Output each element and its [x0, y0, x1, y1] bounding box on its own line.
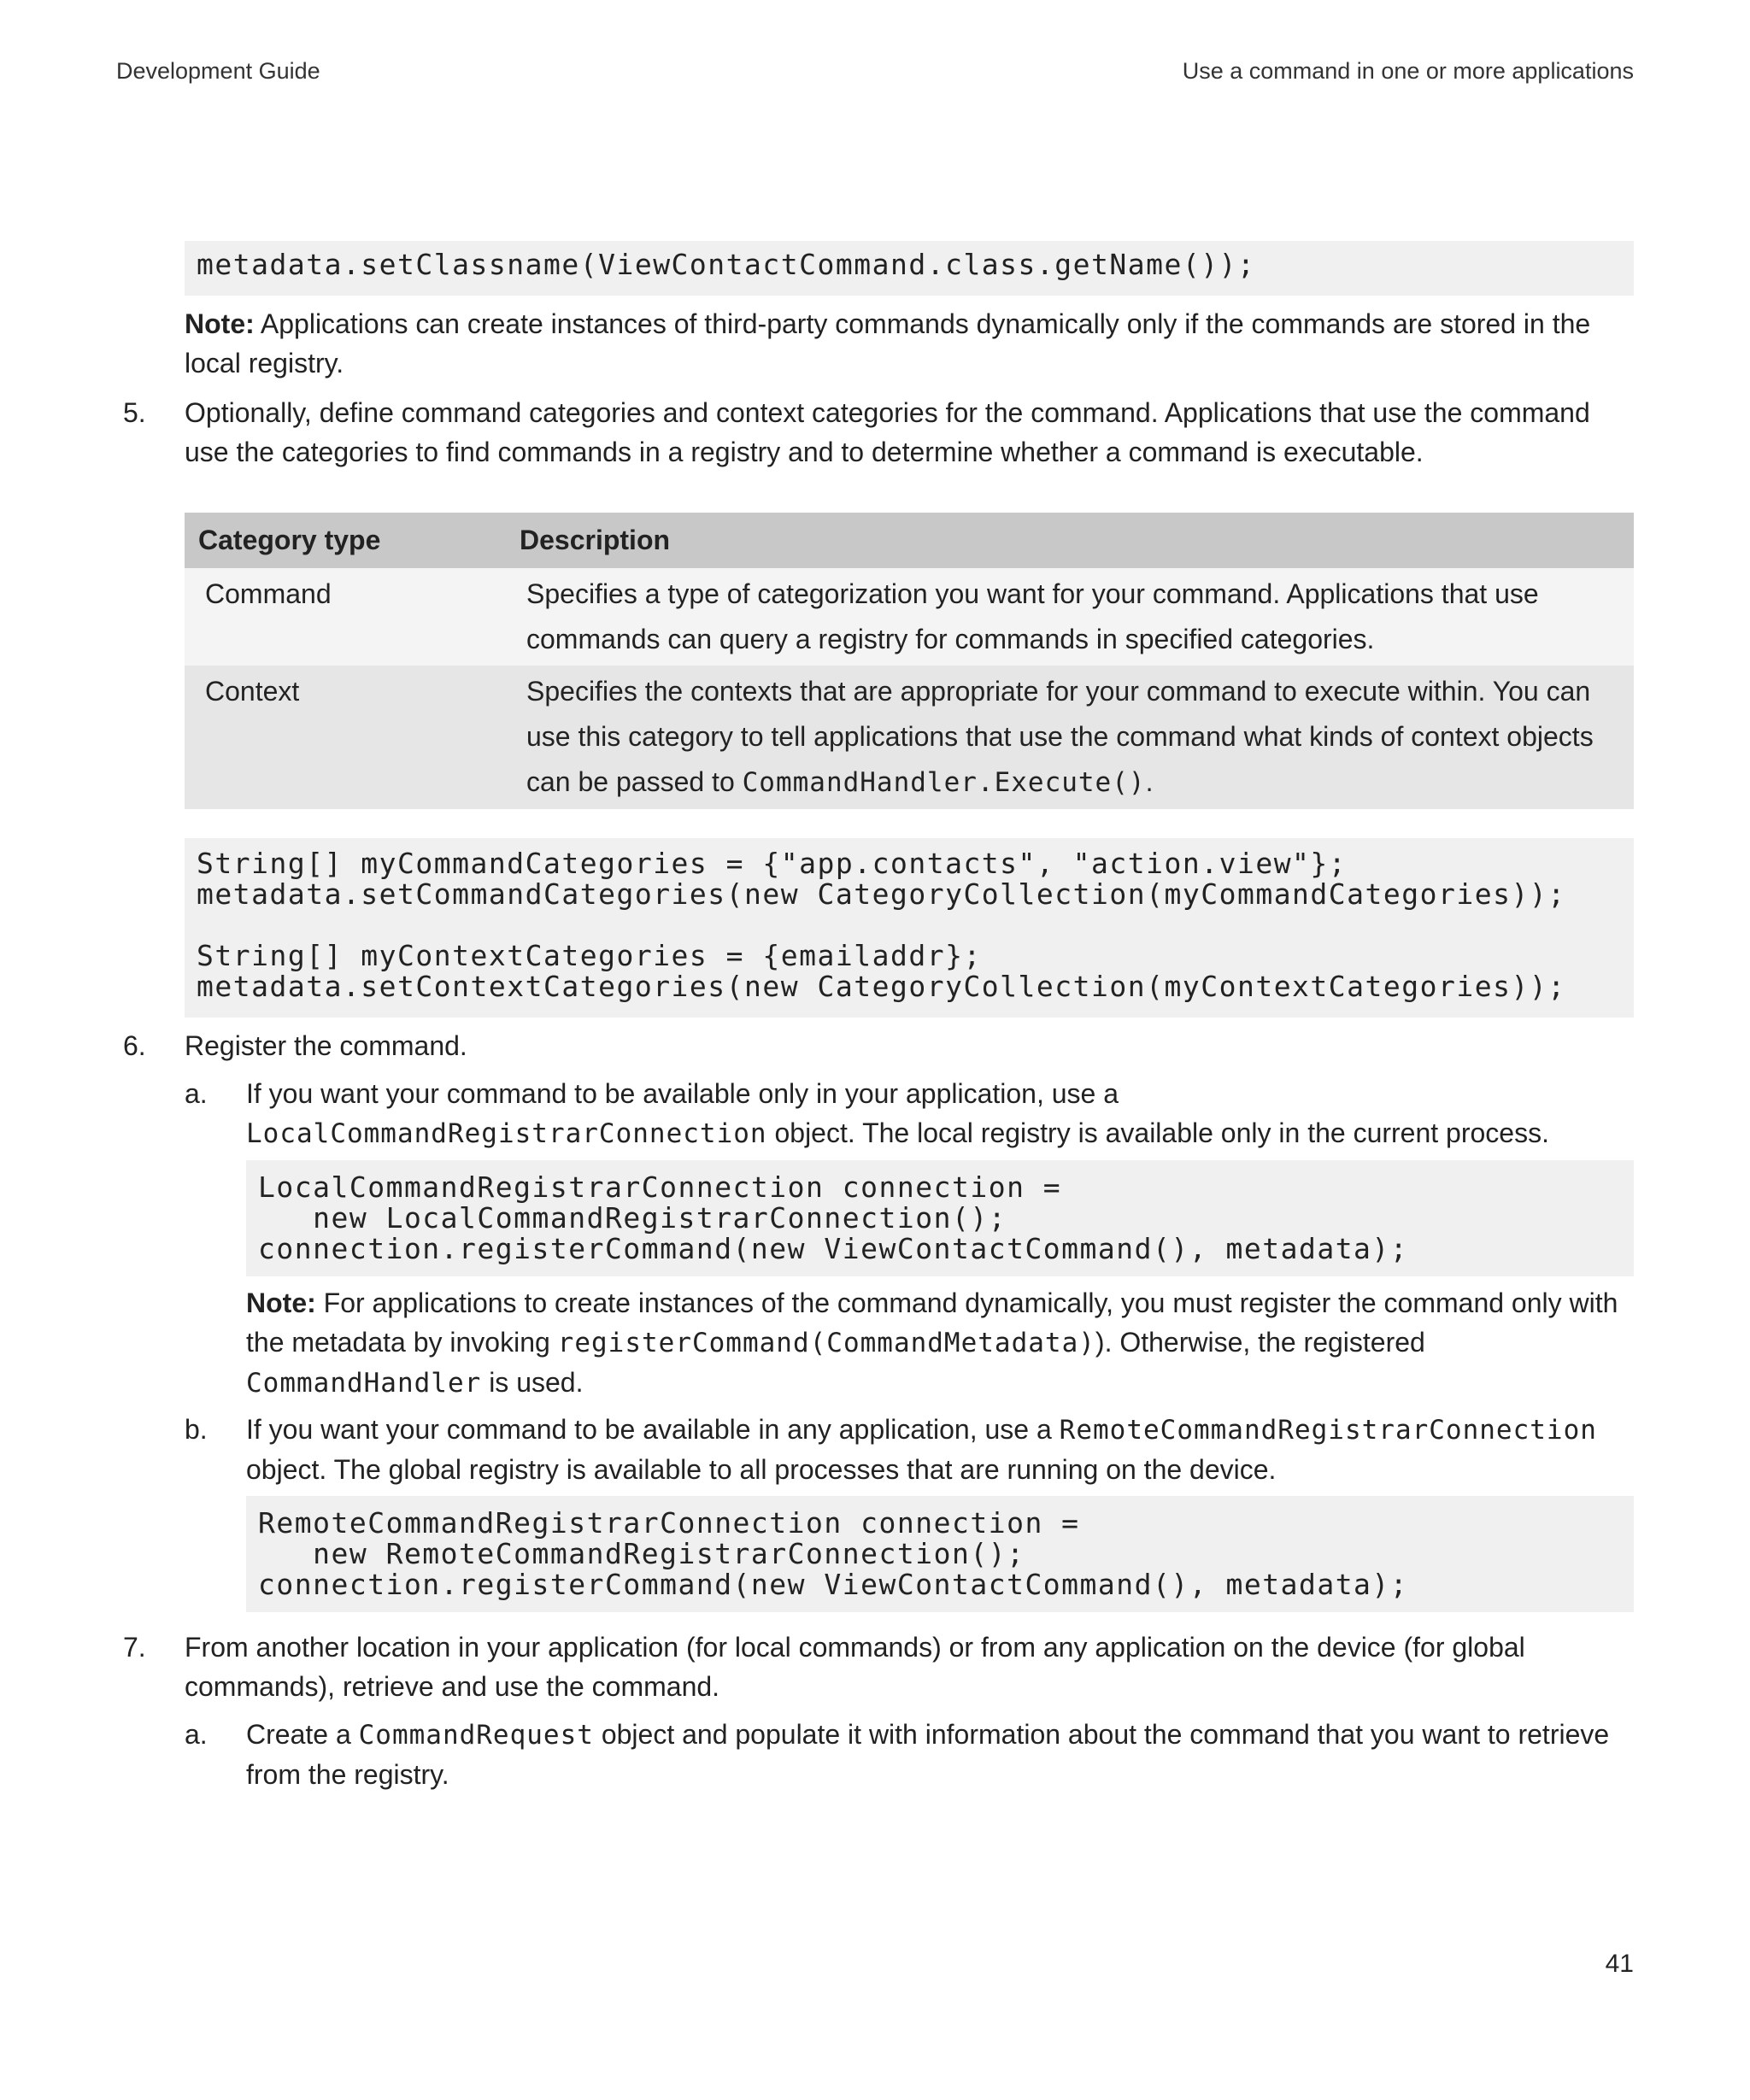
inline-code: registerCommand(CommandMetadata)	[557, 1328, 1095, 1358]
table-cell-description	[506, 666, 1634, 809]
substep-text-end: object. The local registry is available only in the current process.	[766, 1117, 1549, 1148]
step-number: 6.	[123, 1030, 146, 1061]
table-header-category-type: Category type	[185, 513, 506, 568]
inline-code: RemoteCommandRegistrarConnection	[1059, 1415, 1597, 1446]
substep-text-end: object. The global registry is available to all processes that are running on the device.	[246, 1454, 1277, 1485]
substep-text: If you want your command to be available only in your application, use a	[246, 1078, 1119, 1109]
substep-text-end: object and populate it with information about the command that you want to retrieve from the registry.	[246, 1719, 1610, 1790]
note-register-metadata	[246, 1283, 1634, 1403]
note-text: For applications to create instances of the command dynamically, you must register the command only with the metadata by invoking	[246, 1288, 1618, 1358]
step-text: From another location in your application (for local commands) or from any application on the device (for global commands), retrieve and use the command.	[185, 1632, 1525, 1702]
step-6	[116, 1026, 1634, 1065]
table-cell-type: Context	[185, 666, 506, 809]
description-text: Specifies the contexts that are appropriate for your command to execute within. You can use this category to tell applications that use the command what kinds of context objects can be passed to	[526, 676, 1594, 797]
code-block-set-classname: metadata.setClassname(ViewContactCommand.class.getName());	[185, 241, 1634, 296]
step-5	[116, 393, 1634, 472]
substep-letter: a.	[185, 1078, 208, 1109]
inline-code: CommandHandler.Execute()	[742, 767, 1146, 798]
category-table	[185, 513, 1634, 809]
running-header-left: Development Guide	[116, 58, 320, 84]
substep-text: Create a	[246, 1719, 359, 1750]
note-label: Note:	[185, 308, 255, 339]
table-row	[185, 568, 1634, 666]
step-number: 5.	[123, 397, 146, 428]
step-text: Optionally, define command categories and context categories for the command. Applications that use the command use the categories to find commands in a registry and to determine whether a command is executable.	[185, 397, 1590, 467]
code-block-local-registrar: LocalCommandRegistrarConnection connection = new LocalCommandRegistrarConnection(); connection.registerCommand(new ViewContactCommand(), metadata);	[246, 1160, 1634, 1276]
inline-code: LocalCommandRegistrarConnection	[246, 1118, 767, 1149]
step-text: Register the command.	[185, 1030, 467, 1061]
table-cell-description: Specifies a type of categorization you want for your command. Applications that use commands can query a registry for commands in specified categories.	[506, 568, 1634, 666]
note-text: Applications can create instances of third-party commands dynamically only if the commands are stored in the local registry.	[185, 308, 1591, 378]
code-block-remote-registrar: RemoteCommandRegistrarConnection connection = new RemoteCommandRegistrarConnection(); connection.registerCommand(new ViewContactCommand(), metadata);	[246, 1496, 1634, 1612]
note-text-end: is used.	[481, 1367, 584, 1398]
inline-code: CommandHandler	[246, 1368, 482, 1399]
table-header-row	[185, 513, 1634, 568]
note-text-mid: ). Otherwise, the registered	[1095, 1327, 1425, 1358]
page-number: 41	[1605, 1950, 1634, 1978]
page-content	[116, 241, 1634, 1794]
inline-code: CommandRequest	[358, 1720, 594, 1751]
description-text-end: .	[1145, 766, 1154, 797]
note-local-registry	[185, 304, 1634, 383]
substep-letter: b.	[185, 1414, 208, 1445]
step-7	[116, 1628, 1634, 1706]
table-cell-type: Command	[185, 568, 506, 666]
step-6b	[116, 1410, 1634, 1489]
table-header-description: Description	[506, 513, 1634, 568]
code-block-categories: String[] myCommandCategories = {"app.contacts", "action.view"}; metadata.setCommandCategories(new CategoryCollection(myCommandCategories)); String[] myContextCategories = {emailaddr}; metadata.setContextCategories(new CategoryCollection(myContextCategories));	[185, 838, 1634, 1018]
running-header-right: Use a command in one or more applications	[1182, 58, 1634, 84]
step-number: 7.	[123, 1632, 146, 1663]
table-row	[185, 666, 1634, 809]
step-6a	[116, 1074, 1634, 1153]
substep-text: If you want your command to be available in any application, use a	[246, 1414, 1060, 1445]
substep-letter: a.	[185, 1719, 208, 1750]
step-7a	[116, 1715, 1634, 1794]
note-label: Note:	[246, 1288, 316, 1318]
